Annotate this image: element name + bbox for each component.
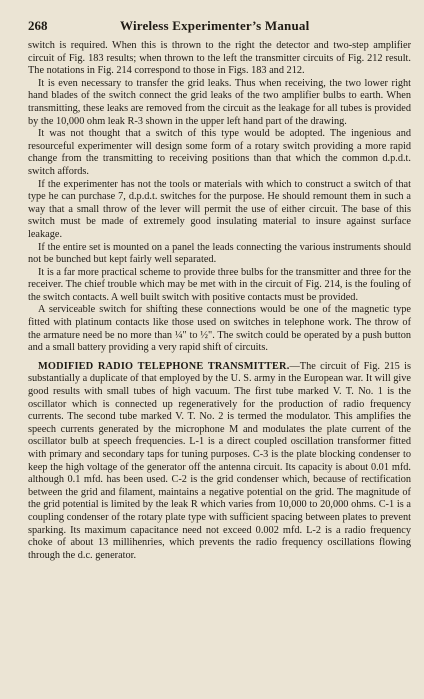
running-title: Wireless Experimenter’s Manual: [120, 18, 310, 33]
paragraph: A serviceable switch for shifting these connections would be one of the magnetic type fitted with platinum contacts like those used on switches in telephone work. The throw of the armature need be no more than ¼" to ½". The switch could be operated by a push button and a small battery providing a very rapid shift of circuits.: [28, 304, 411, 354]
paragraph: switch is required. When this is thrown to the right the detector and two-step amplifier circuit of Fig. 183 results; when thrown to the left the transmitter circuits of Fig. 212 result. The notations in Fig. 214 correspond to those in Figs. 183 and 212.: [28, 40, 411, 77]
body-text: [28, 40, 411, 562]
page-number: 268: [28, 18, 48, 33]
page-header: [28, 18, 411, 40]
section-text: —The circuit of Fig. 215 is substantially a duplicate of that employed by the U. S. army in the European war. It will give good results with small tubes of high vacuum. The first tube marked V. T. No. 1 is the oscillator which is connected up regeneratively for the production of radio frequency currents. The second tube marked V. T. No. 2 is termed the modulator. This amplifies the speech currents generated by the microphone M and modulates the plate current of the oscillator bulb at speech frequencies. L-1 is a direct coupled oscillation transformer fitted with primary and secondary taps for tuning purposes. C-3 is the plate blocking condenser to keep the high voltage of the generator off the antenna circuit. Its capacity is about 0.01 mfd. although 0.1 mfd. has been used. C-2 is the grid condenser which, because of rectification between the grid and filament, maintains a negative potential on the grid. The magnitude of the grid potential is limited by the leak R which varies from 10,000 to 20,000 ohms. C-1 is a coupling condenser of the rotary plate type with sufficient spacing between plates to prevent sparking. Its maximum capacitance need not exceed 0.002 mfd. L-2 is a radio frequency choke of about 13 millihenries, which prevents the radio frequency oscillations flowing through the d.c. generator.: [28, 360, 411, 561]
paragraph: It is a far more practical scheme to provide three bulbs for the transmitter and three for the receiver. The chief trouble which may be met with in the circuit of Fig. 214, is the fouling of the switch contacts. A well built switch with positive contacts must be provided.: [28, 266, 411, 303]
section-heading: MODIFIED RADIO TELEPHONE TRANSMITTER.: [38, 360, 290, 372]
paragraph: It is even necessary to transfer the grid leaks. Thus when receiving, the two lower right hand blades of the switch connect the grid leaks of the two amplifier bulbs to earth. When transmitting, these leaks are removed from the circuit as the leakage for all tubes is provided by the 10,000 ohm leak R-3 shown in the upper left hand part of the drawing.: [28, 77, 411, 127]
paragraph: It was not thought that a switch of this type would be adopted. The ingenious and resourceful experimenter will design some form of a rotary switch providing a more rapid change from the transmitting to receiving positions than that which the common d.p.d.t. switch affords.: [28, 128, 411, 177]
paragraph: If the entire set is mounted on a panel the leads connecting the various instruments should not be bunched but kept fairly well separated.: [28, 241, 411, 266]
section-paragraph: [28, 361, 411, 563]
paragraph: If the experimenter has not the tools or materials with which to construct a switch of that type he can purchase 7, d.p.d.t. switches for the purpose. He should remount them in such a way that a small throw of the lever will permit the use of either circuit. The base of this switch must be made of extremely good insulating material to insure against surface leakage.: [28, 178, 411, 240]
